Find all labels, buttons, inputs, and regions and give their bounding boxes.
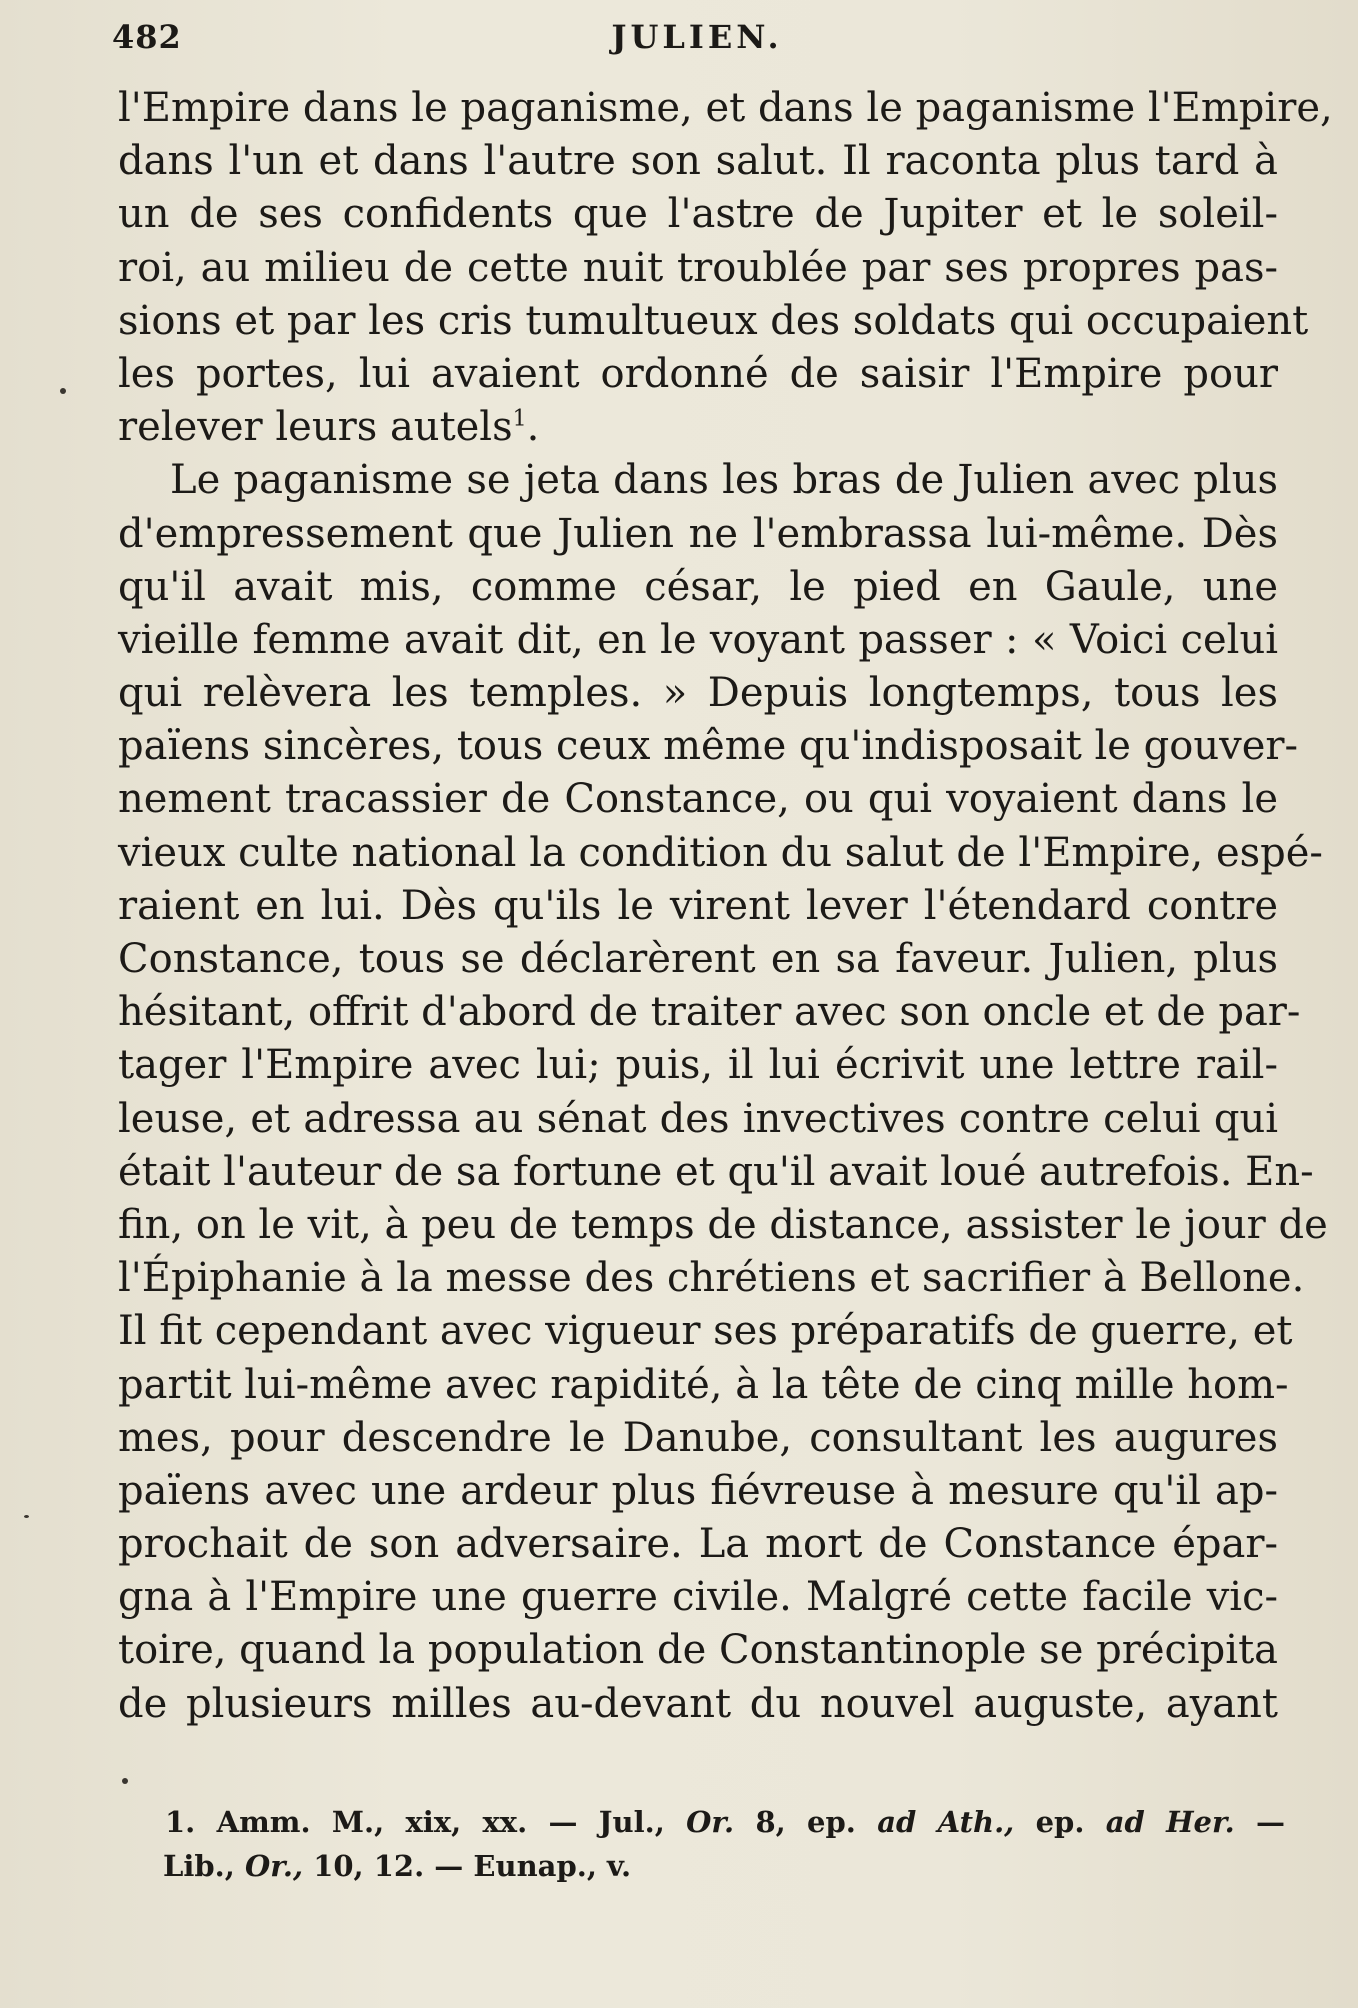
text-line: l'Empire dans le paganisme, et dans le paganisme l'Empire, <box>118 85 1333 131</box>
print-speck <box>60 388 66 394</box>
footnote-text: 8, ep. <box>755 1805 856 1839</box>
text-line: qu'il avait mis, comme césar, le pied en Gaule, une <box>118 563 1278 610</box>
text-line: raient en lui. Dès qu'ils le virent lever l'étendard contre <box>118 882 1278 929</box>
footnote-text: 10, 12. — Eunap., v. <box>313 1849 632 1883</box>
footnote-number: 1. <box>165 1805 196 1839</box>
text-line: qui relèvera les temples. » Depuis longtemps, tous les <box>118 670 1278 717</box>
footnote-line <box>165 1800 1285 1844</box>
footnote-text: Amm. M., xix, xx. — Jul., <box>216 1805 665 1839</box>
body-text <box>118 82 1333 1731</box>
text-line: de plusieurs milles au-devant du nouvel auguste, ayant <box>118 1680 1278 1727</box>
print-speck <box>24 1515 29 1518</box>
text-line: tager l'Empire avec lui; puis, il lui écrivit une lettre rail- <box>118 1042 1278 1089</box>
text-line: gna à l'Empire une guerre civile. Malgré cette facile vic- <box>118 1574 1278 1621</box>
text-line: d'empressement que Julien ne l'embrassa lui-même. Dès <box>118 510 1278 557</box>
text-line: dans l'un et dans l'autre son salut. Il raconta plus tard à <box>118 138 1278 185</box>
text-line: Constance, tous se déclarèrent en sa faveur. Julien, plus <box>118 936 1278 982</box>
text-line: vieille femme avait dit, en le voyant passer : « Voici celui <box>118 616 1278 663</box>
text-line: vieux culte national la condition du salut de l'Empire, espé- <box>118 829 1323 876</box>
footnote-text: Lib., <box>163 1849 235 1883</box>
footnote-italic: Or. <box>686 1805 735 1839</box>
text-line: sions et par les cris tumultueux des soldats qui occupaient <box>118 297 1309 344</box>
text-line: hésitant, offrit d'abord de traiter avec son oncle et de par- <box>118 989 1301 1036</box>
text-line: toire, quand la population de Constantinople se précipita <box>118 1627 1278 1674</box>
print-speck <box>122 1778 128 1784</box>
text-line: partit lui-même avec rapidité, à la tête de cinq mille hom- <box>118 1361 1289 1408</box>
running-title: JULIEN. <box>611 18 783 56</box>
footnotes <box>165 1800 1285 1888</box>
text-line: était l'auteur de sa fortune et qu'il avait loué autrefois. En- <box>118 1148 1314 1195</box>
footnote-line <box>163 1844 1285 1888</box>
text-line: les portes, lui avaient ordonné de saisir l'Empire pour <box>118 350 1278 397</box>
text-line: fin, on le vit, à peu de temps de distance, assister le jour de <box>118 1201 1328 1248</box>
text-line: païens avec une ardeur plus fiévreuse à mesure qu'il ap- <box>118 1467 1278 1514</box>
footnote-italic: Or., <box>245 1849 304 1883</box>
text-line: roi, au milieu de cette nuit troublée par ses propres pas- <box>118 244 1278 291</box>
text-line: prochait de son adversaire. La mort de Constance épar- <box>118 1521 1278 1568</box>
footnote-italic: ad Ath., <box>877 1805 1015 1839</box>
sentence-period: . <box>526 404 540 451</box>
text-line: païens sincères, tous ceux même qu'indisposait le gouver- <box>118 723 1299 770</box>
text-line: un de ses confidents que l'astre de Jupiter et le soleil- <box>118 191 1278 238</box>
text-line: leuse, et adressa au sénat des invectives contre celui qui <box>118 1095 1278 1142</box>
paragraph-end-line <box>118 401 1278 454</box>
text-line: l'Épiphanie à la messe des chrétiens et sacrifier à Bellone. <box>118 1255 1305 1302</box>
footnote-text: — <box>1256 1805 1286 1839</box>
text-line: mes, pour descendre le Danube, consultant les augures <box>118 1414 1278 1461</box>
footnote-text: ep. <box>1035 1805 1085 1839</box>
text-line: relever leurs autels <box>118 404 513 451</box>
footnote-italic: ad Her. <box>1105 1805 1235 1839</box>
page-number: 482 <box>112 18 182 56</box>
page-header <box>112 12 1282 72</box>
text-line: Il fit cependant avec vigueur ses préparatifs de guerre, et <box>118 1308 1293 1355</box>
footnote-reference: 1 <box>512 406 527 432</box>
text-line: nement tracassier de Constance, ou qui voyaient dans le <box>118 776 1278 823</box>
paragraph-start-line: Le paganisme se jeta dans les bras de Julien avec plus <box>170 457 1278 504</box>
